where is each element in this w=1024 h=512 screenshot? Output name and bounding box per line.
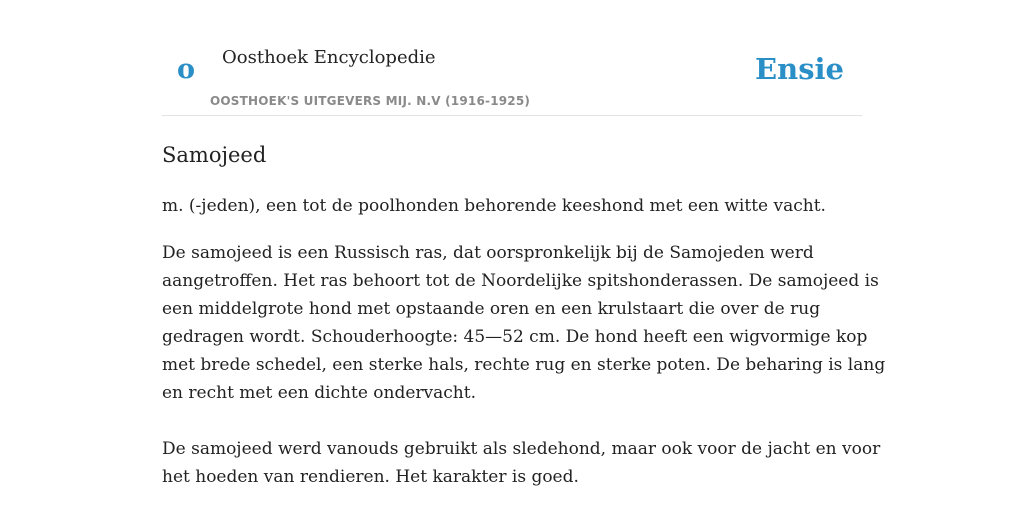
body-line: met brede schedel, een sterke hals, rechte rug en sterke poten. De beharing is lang [162,355,886,375]
paragraph-spacer [162,407,862,435]
publisher-label: OOSTHOEK'S UITGEVERS MIJ. N.V (1916-1925) [210,94,531,108]
article-body [162,239,886,491]
article-title: Samojeed [162,143,267,167]
body-line: en recht met een dichte ondervacht. [162,383,476,403]
encyclopedia-logo-icon[interactable]: o [177,54,196,85]
ensie-brand-logo[interactable]: Ensie [755,52,844,86]
body-line: De samojeed is een Russisch ras, dat oorspronkelijk bij de Samojeden werd [162,243,814,263]
body-line: gedragen wordt. Schouderhoogte: 45—52 cm. De hond heeft een wigvormige kop [162,327,868,347]
body-line: een middelgrote hond met opstaande oren en een krulstaart die over de rug [162,299,821,319]
body-line: De samojeed werd vanouds gebruikt als sledehond, maar ook voor de jacht en voor [162,439,881,459]
encyclopedia-title-link[interactable]: Oosthoek Encyclopedie [222,47,436,68]
article-definition: m. (-jeden), een tot de poolhonden behorende keeshond met een witte vacht. [162,196,826,216]
body-line: aangetroffen. Het ras behoort tot de Noordelijke spitshonderassen. De samojeed is [162,271,879,291]
body-line: het hoeden van rendieren. Het karakter is goed. [162,467,579,487]
site-header [162,0,862,116]
